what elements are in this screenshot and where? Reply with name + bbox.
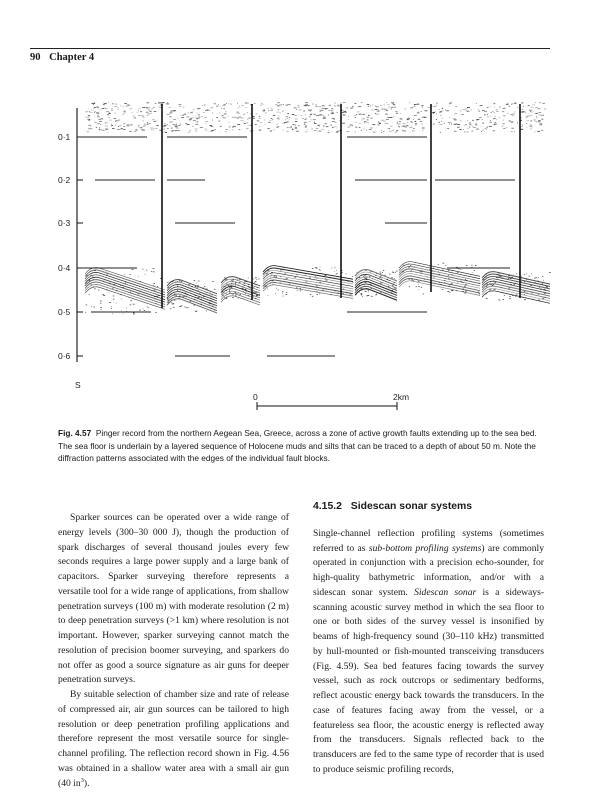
y-axis <box>58 108 83 390</box>
section-number: 4.15.2 <box>313 501 342 512</box>
tick-label: 0·1 <box>58 132 71 142</box>
tick-label: 0·4 <box>58 263 71 273</box>
tick-label: 0·3 <box>58 218 71 228</box>
scale-end-label: 2km <box>393 392 410 402</box>
caption-label: Fig. 4.57 <box>58 428 92 438</box>
running-header <box>30 52 94 63</box>
section-title: Sidescan sonar systems <box>350 501 473 512</box>
horizontal-time-marks <box>77 137 515 356</box>
pinger-record-figure <box>55 90 555 420</box>
tick-label: 0·2 <box>58 175 71 185</box>
axis-letter-s: S <box>75 380 81 390</box>
section-heading <box>313 500 544 515</box>
scale-start-label: 0 <box>253 392 258 402</box>
paragraph: Single-channel reflection profiling systems (sometimes referred to as sub-bottom profiling systems) are commonly operated in conjunction with a precision echo-sounder, for high-quality bathymetric information, and/or with a sidescan sonar system. Sidescan sonar is a sideways-scanning acoustic survey method in which the sea floor to one or both sides of the survey vessel is insonified by beams of high-frequency sound (30–110 kHz) transmitted by hull-mounted or fish-mounted transceiving transducers (Fig. 4.59). Sea bed features facing towards the survey vessel, such as rock outcrops or sedimentary bedforms, reflect acoustic energy back towards the transducers. In the case of features facing away from the vessel, or a featureless sea floor, the acoustic energy is reflected away from the transducers. Signals reflected back to the transducers are fed to the same type of recorder that is used to produce seismic profiling records, <box>313 527 545 775</box>
figure-caption <box>58 427 552 465</box>
chapter-title: Chapter 4 <box>49 52 95 63</box>
tick-label: 0·6 <box>58 351 71 361</box>
caption-text: Pinger record from the northern Aegean Sea, Greece, across a zone of active growth faults extending up to the sea bed. The sea floor is underlain by a layered sequence of Holocene muds and silts that can be traced to a depth of about 50 m. Note the diffraction patterns associated with the edges of the individual fault blocks. <box>58 428 537 463</box>
scale-bar <box>253 392 409 410</box>
record-noise <box>85 102 546 133</box>
tick-label: 0·5 <box>58 307 71 317</box>
paragraph: Sparker sources can be operated over a wide range of energy levels (300–30 000 J), though the production of spark discharges of several thousand joules every few seconds requires a large power supply and a large bank of capacitors. Sparker surveying therefore represents a versatile tool for a wide range of applications, from shallow penetration surveys (100 m) with moderate resolution (2 m) to deep penetration surveys (>1 km) where resolution is not important. However, sparker surveying cannot match the resolution of precision boomer surveying, and sparkers do not offer as good a source signature as air guns for deeper penetration surveys. <box>58 512 289 686</box>
fault-block-reflectors <box>85 262 551 315</box>
header-rule <box>30 48 550 49</box>
paragraph: By suitable selection of chamber size and rate of release of compressed air, air gun sources can be tailored to high resolution or deep penetration profiling applications and therefore represent the most versatile source for single-channel profiling. The reflection record shown in Fig. 4.56 was obtained in a shallow water area with a small air gun (40 $in^3$). <box>58 689 289 789</box>
right-column <box>313 500 544 778</box>
page-number: 90 <box>30 52 41 63</box>
left-column <box>58 511 289 791</box>
